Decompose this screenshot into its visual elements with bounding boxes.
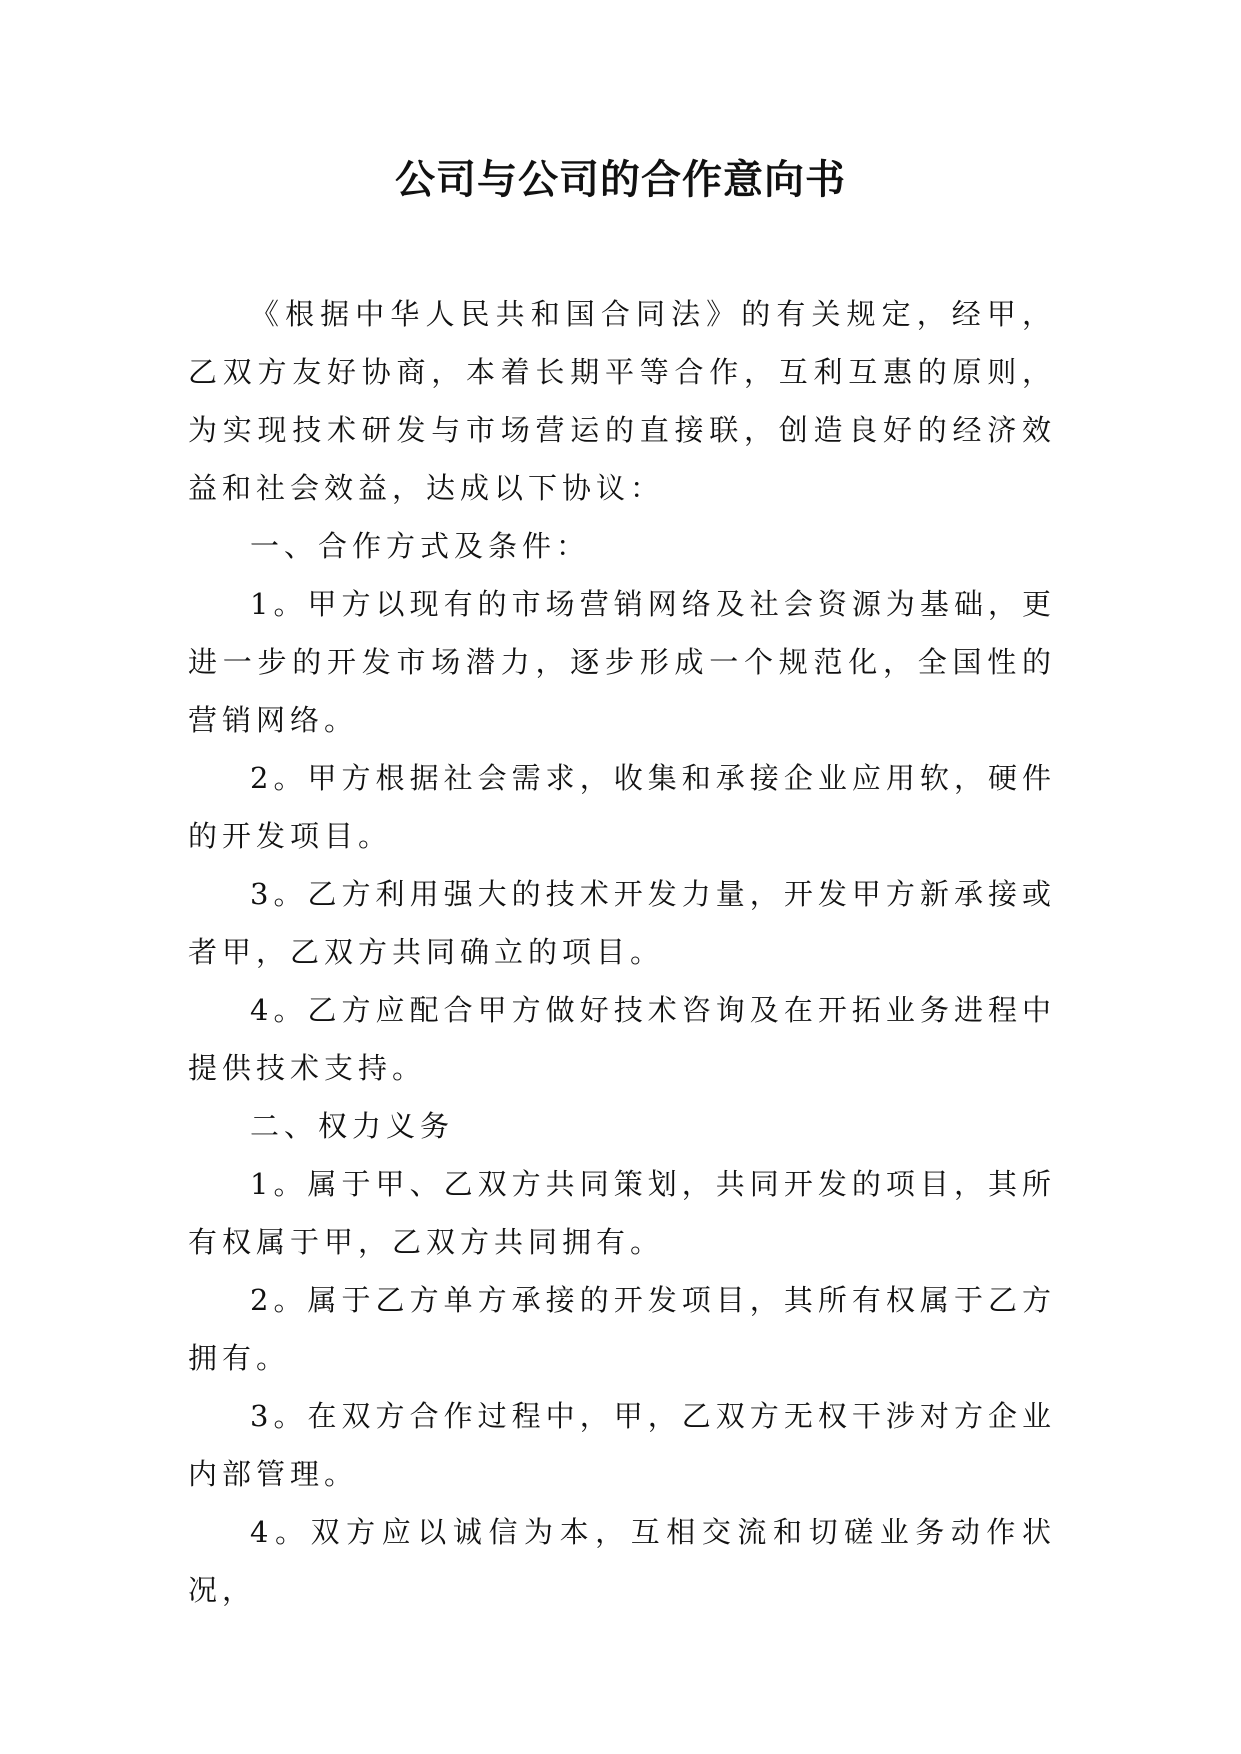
intro-paragraph: 《根据中华人民共和国合同法》的有关规定，经甲，乙双方友好协商，本着长期平等合作，互利互惠的原则，为实现技术研发与市场营运的直接联，创造良好的经济效益和社会效益，达成以下协议： <box>188 297 1056 505</box>
clause-paragraph: 4。乙方应配合甲方做好技术咨询及在开拓业务进程中提供技术支持。 <box>188 993 1056 1085</box>
section-heading-cooperation: 一、合作方式及条件： <box>250 529 591 563</box>
section-heading-rights: 二、权力义务 <box>250 1109 455 1143</box>
clause-paragraph: 2。属于乙方单方承接的开发项目，其所有权属于乙方拥有。 <box>188 1283 1056 1375</box>
clause-paragraph: 3。在双方合作过程中，甲，乙双方无权干涉对方企业内部管理。 <box>188 1399 1056 1491</box>
clause-paragraph: 2。甲方根据社会需求，收集和承接企业应用软，硬件的开发项目。 <box>188 761 1056 853</box>
document-title: 公司与公司的合作意向书 <box>395 157 846 203</box>
clause-paragraph: 4。双方应以诚信为本，互相交流和切磋业务动作状况， <box>188 1515 1056 1607</box>
document-body <box>188 285 1056 1619</box>
clause-paragraph: 1。甲方以现有的市场营销网络及社会资源为基础，更进一步的开发市场潜力，逐步形成一个规范化，全国性的营销网络。 <box>188 587 1056 737</box>
clause-paragraph: 3。乙方利用强大的技术开发力量，开发甲方新承接或者甲，乙双方共同确立的项目。 <box>188 877 1056 969</box>
clause-paragraph: 1。属于甲、乙双方共同策划，共同开发的项目，其所有权属于甲，乙双方共同拥有。 <box>188 1167 1056 1259</box>
